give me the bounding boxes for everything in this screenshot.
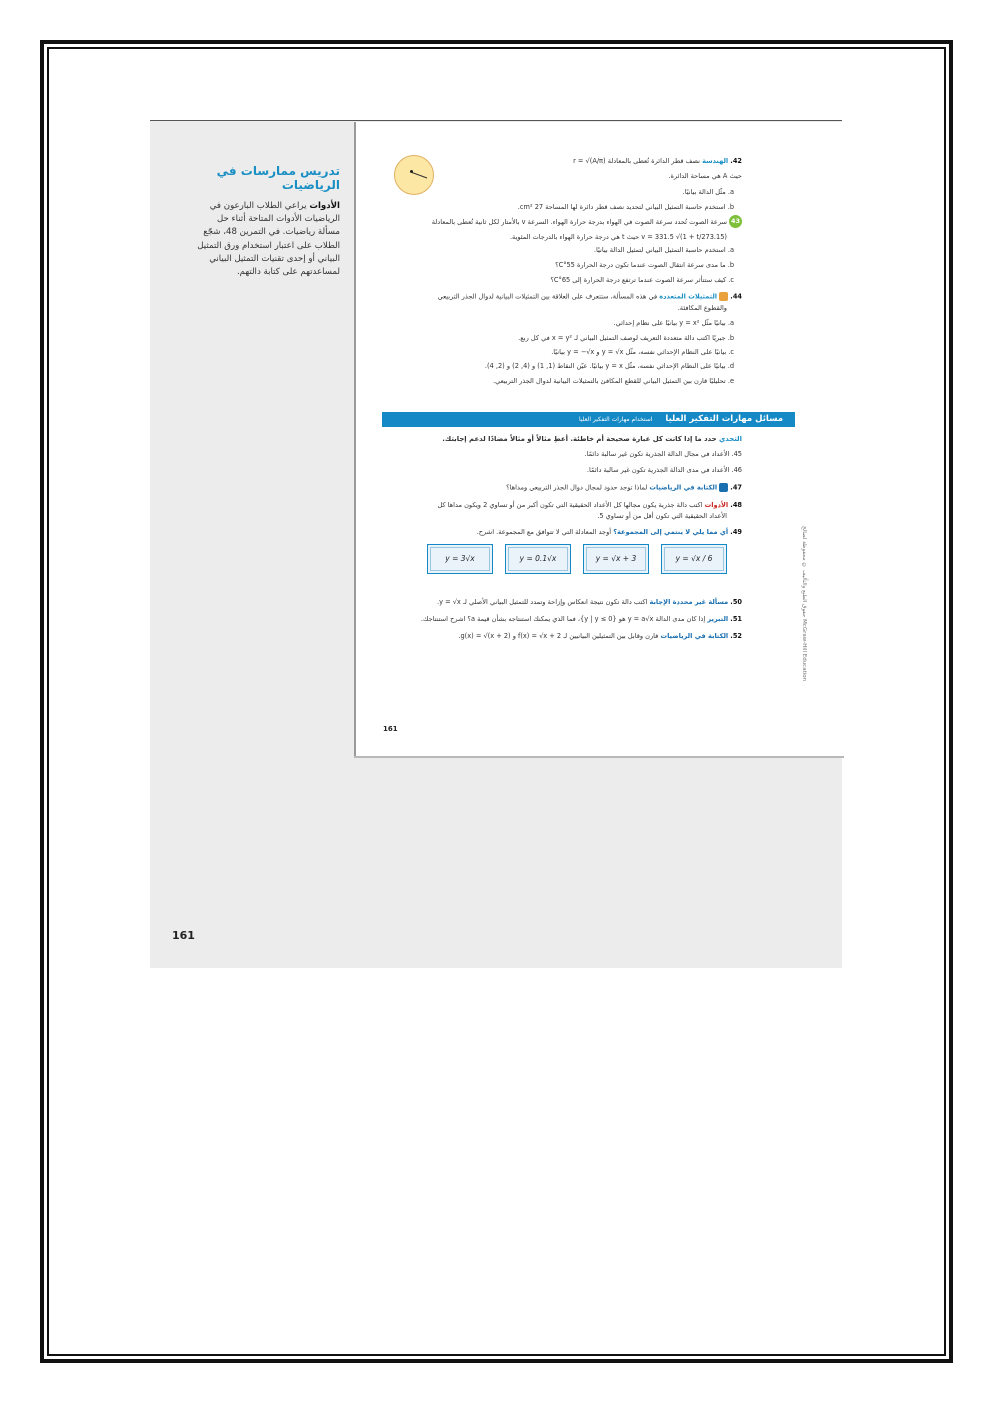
problem-48-line2: الأعداد الحقيقية التي تكون أقل من أو تساوي 5. bbox=[597, 512, 727, 520]
problem-44c: c. بيانيًا على النظام الإحداثي نفسه، مثّل y = √x و y = −√x بيانيًا. bbox=[551, 348, 734, 356]
challenge-line bbox=[442, 435, 742, 443]
sidebar-lead: الأدوات bbox=[309, 201, 340, 211]
problem-47 bbox=[506, 483, 742, 492]
problem-51 bbox=[421, 615, 742, 623]
inner-page-number: 161 bbox=[383, 725, 398, 733]
banner-subtitle: استخدام مهارات التفكير العليا bbox=[578, 416, 653, 423]
hot-problems-banner bbox=[382, 412, 795, 427]
problem-42 bbox=[573, 157, 742, 165]
sidebar-line: مسألة رياضيات. في التمرين 48، شجّع bbox=[203, 227, 340, 238]
sidebar-line: الرياضيات الأدوات المتاحة أثناء حل bbox=[217, 214, 340, 225]
problem-keyword: مسألة غير محددة الإجابة bbox=[649, 598, 729, 606]
problem-45: 45. الأعداد في مجال الدالة الجذرية تكون غير سالبة دائمًا. bbox=[584, 450, 742, 458]
problem-44-line2: والقطوع المكافئة. bbox=[677, 304, 727, 312]
equation-box: y = √x + 3 bbox=[583, 544, 649, 574]
problem-number: 50. bbox=[730, 598, 742, 606]
problem-keyword: الكتابة في الرياضيات bbox=[649, 483, 718, 492]
challenge-text: حدد ما إذا كانت كل عبارة صحيحة أم خاطئة. أعطِ مثالاً أو مثالاً مضادًا لدعم إجابتك. bbox=[442, 435, 717, 443]
copyright-credit: حقوق الطبع والتأليف © محفوظة لصالح McGraw-Hill Education bbox=[801, 526, 807, 682]
banner-title: مسائل مهارات التفكير العليا bbox=[665, 414, 783, 424]
problem-42b: b. استخدم حاسبة التمثيل البياني لتحديد نصف قطر دائرة لها المساحة 27 cm². bbox=[517, 203, 734, 211]
problem-number: 52. bbox=[730, 632, 742, 640]
problem-text: نصف قطر الدائرة تُعطى بالمعادلة r = √(A/π) bbox=[573, 157, 700, 165]
problem-keyword: الكتابة في الرياضيات bbox=[660, 632, 729, 640]
sidebar-line: الطلاب على اعتبار استخدام ورق التمثيل bbox=[197, 240, 340, 251]
problem-text: إذا كان مدى الدالة y = a√x هو {y | y ≤ 0}، فما الذي يمكنك استنتاجه بشأن قيمة a؟ اشرح استنتاجك. bbox=[420, 615, 706, 623]
sidebar-line: لمساعدتهم على كتابة دالتهم. bbox=[236, 267, 340, 278]
problem-43a: a. استخدم حاسبة التمثيل البياني لتمثيل الدالة بيانيًا. bbox=[593, 246, 734, 254]
problem-46: 46. الأعداد في مدى الدالة الجذرية تكون غير سالبة دائمًا. bbox=[586, 466, 742, 474]
sidebar-body bbox=[168, 200, 340, 279]
problem-text: في هذه المسألة، ستتعرف على العلاقة بين التمثيلات البيانية لدوال الجذر التربيعي bbox=[437, 292, 658, 301]
problem-keyword: التمثيلات المتعددة bbox=[659, 292, 718, 301]
equation-box: y = 0.1√x bbox=[505, 544, 571, 574]
problem-44a: a. بيانيًا مثّل y = x² بيانيًا على نظام إحداثي. bbox=[613, 319, 734, 327]
sidebar-line: البياني أو إحدى تقنيات التمثيل البياني bbox=[209, 253, 340, 264]
teacher-sidebar bbox=[168, 164, 340, 279]
problem-48 bbox=[437, 501, 742, 509]
problem-number: 47. bbox=[730, 483, 742, 492]
problem-text: اكتب دالة جذرية يكون مجالها كل الأعداد الحقيقية التي تكون أكبر من أو تساوي 2 ويكون مداها كل bbox=[437, 501, 703, 509]
problem-text: أوجد المعادلة التي لا تتوافق مع المجموعة. اشرح. bbox=[476, 528, 612, 536]
problem-keyword: التبرير bbox=[707, 615, 729, 623]
problem-42a: a. مثّل الدالة بيانيًا. bbox=[682, 188, 734, 196]
problem-text: اكتب دالة تكون نتيجة انعكاس وإزاحة وتمدد للتمثيل البياني الأصلي لـ y = √x. bbox=[437, 598, 648, 606]
problem-number: 51. bbox=[730, 615, 742, 623]
problem-number: 42. bbox=[730, 157, 742, 165]
problem-keyword: الهندسة bbox=[702, 157, 729, 165]
problem-44 bbox=[438, 292, 742, 301]
problem-number: 44. bbox=[730, 292, 742, 301]
problem-43b: b. ما مدى سرعة انتقال الصوت عندما تكون درجة الحرارة 55°C؟ bbox=[555, 261, 734, 269]
problem-44d: d. بيانيًا على النظام الإحداثي نفسه، مثّل y = x بيانيًا. عيّن النقاط (1, 1) و (4, 2) و (2, 4). bbox=[484, 362, 734, 370]
problem-44b: b. جبريًا اكتب دالة متعددة التعريف لوصف التمثيل البياني لـ x = y² في كل ربع. bbox=[518, 334, 734, 342]
equation-box: y = √x / 6 bbox=[661, 544, 727, 574]
sidebar-line: يراعي الطلاب البارعون في bbox=[209, 201, 307, 211]
circle-figure bbox=[394, 155, 434, 195]
problem-43-line1: سرعة الصوت تُحدد سرعة الصوت في الهواء بدرجة حرارة الهواء. السرعة v بالأمتار لكل ثانية تُعطى بالمعادلة bbox=[431, 218, 727, 226]
equation-box: y = 3√x bbox=[427, 544, 493, 574]
multiple-representations-icon bbox=[719, 292, 728, 301]
outer-page-number: 161 bbox=[172, 929, 195, 942]
challenge-keyword: التحدي bbox=[718, 435, 742, 443]
problem-number: 49. bbox=[730, 528, 742, 536]
problem-44e: e. تحليليًا قارن بين التمثيل البياني للقطع المكافئ بالتمثيلات البيانية لدوال الجذر التربيعي. bbox=[492, 377, 734, 385]
problem-43-badge: 43 bbox=[729, 215, 742, 228]
circle-center bbox=[410, 170, 413, 173]
problem-42-cont: حيث A هي مساحة الدائرة. bbox=[668, 172, 742, 180]
problem-52 bbox=[458, 632, 742, 640]
problem-keyword: الأدوات bbox=[704, 501, 729, 509]
writing-icon bbox=[719, 483, 728, 492]
problem-50 bbox=[437, 598, 742, 606]
problem-number: 48. bbox=[730, 501, 742, 509]
problem-49 bbox=[477, 528, 742, 536]
problem-text: قارن وقابل بين التمثيلين البيانيين لـ f(x) = √x + 2 و g(x) = √(x + 2). bbox=[458, 632, 659, 640]
problem-43-line2: v = 331.5 √(1 + t/273.15) حيث t هي درجة حرارة الهواء بالدرجات المئوية. bbox=[509, 233, 727, 241]
problem-43c: c. كيف ستتأثر سرعة الصوت عندما ترتفع درجة الحرارة إلى 65°C؟ bbox=[550, 276, 734, 284]
problem-keyword: أي مما يلي لا ينتمي إلى المجموعة؟ bbox=[613, 528, 729, 536]
problem-text: لماذا توجد حدود لمجال دوال الجذر التربيعي ومداها؟ bbox=[506, 483, 648, 492]
sidebar-title: تدريس ممارسات في الرياضيات bbox=[216, 164, 340, 192]
top-rule bbox=[150, 120, 842, 121]
